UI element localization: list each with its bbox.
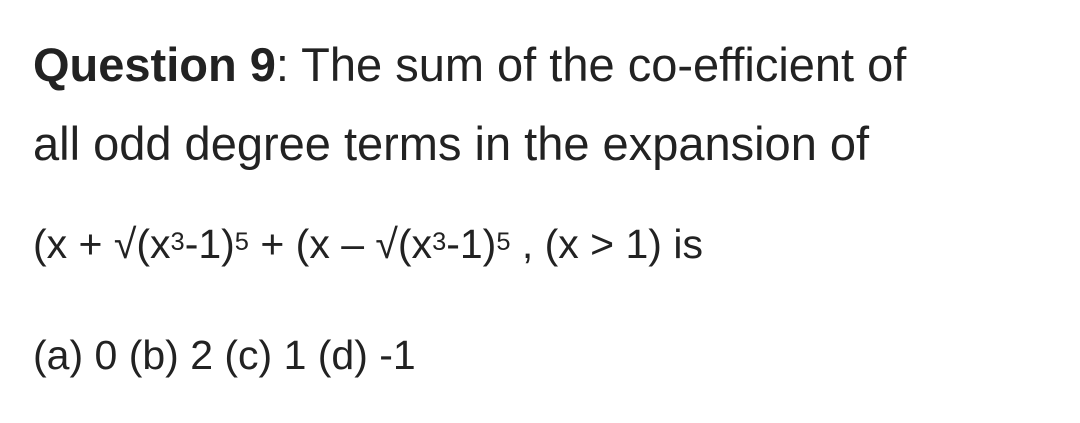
question-text-line-2: all odd degree terms in the expansion of bbox=[33, 117, 870, 170]
expression-part-3: + (x – √(x bbox=[248, 221, 433, 267]
exponent-b: 5 bbox=[234, 227, 249, 256]
expression-part-1: (x + √(x bbox=[33, 221, 171, 267]
question-text-line-1: The sum of the co-efficient of bbox=[288, 38, 907, 91]
expression-part-5: , (x > 1) is bbox=[510, 221, 703, 267]
expression-part-4: -1) bbox=[446, 221, 497, 267]
answer-options-text: (a) 0 (b) 2 (c) 1 (d) -1 bbox=[33, 332, 416, 378]
question-line-1 bbox=[33, 38, 907, 91]
exponent-c: 3 bbox=[432, 227, 447, 256]
exponent-d: 5 bbox=[496, 227, 511, 256]
expression-line bbox=[33, 221, 703, 267]
question-line-2 bbox=[33, 117, 870, 170]
question-label: Question 9 bbox=[33, 38, 276, 91]
expression-part-2: -1) bbox=[184, 221, 235, 267]
exponent-a: 3 bbox=[170, 227, 185, 256]
question-colon: : bbox=[275, 38, 289, 91]
answer-options bbox=[33, 332, 416, 378]
